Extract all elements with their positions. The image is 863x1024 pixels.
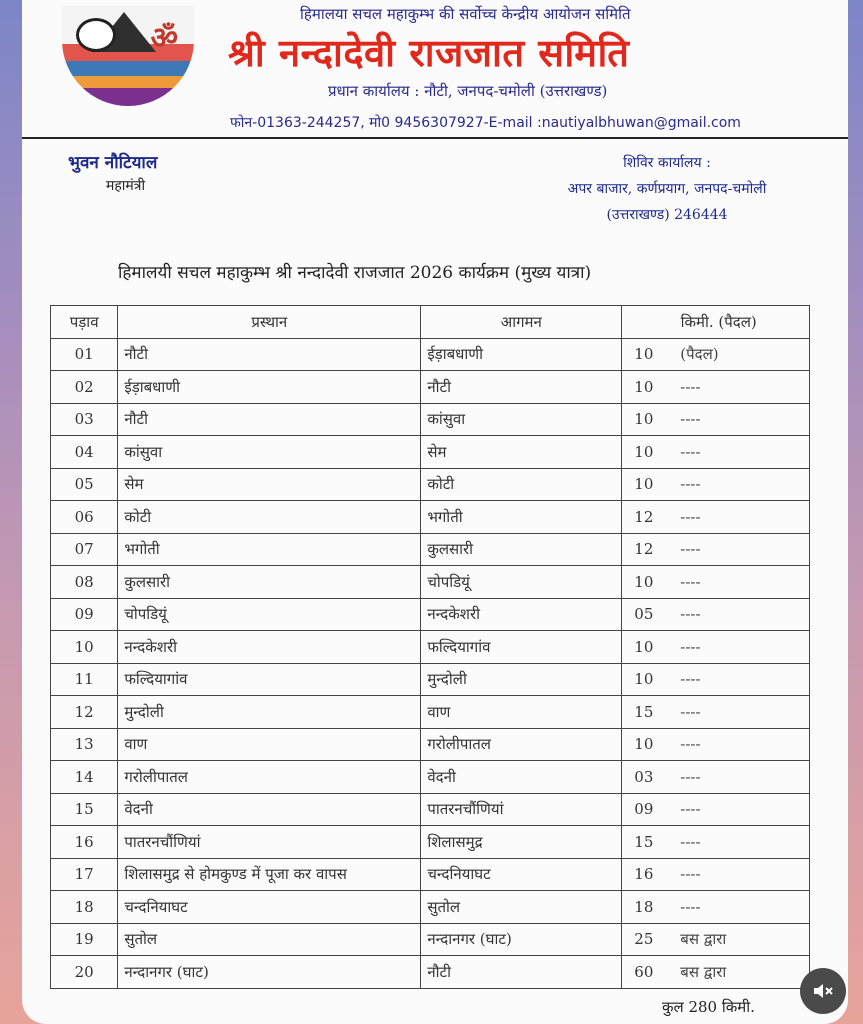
table-row (51, 728, 810, 761)
distance-km: 25 (634, 930, 654, 949)
distance-km: 09 (634, 800, 654, 819)
distance-km: 10 (634, 475, 654, 494)
stage-cell: 06 (51, 501, 118, 534)
table-row (51, 468, 810, 501)
departure-cell: कोटी (118, 501, 421, 534)
stage-cell: 14 (51, 761, 118, 794)
stage-cell: 09 (51, 598, 118, 631)
secretary-role: महामंत्री (106, 178, 146, 194)
table-row (51, 338, 810, 371)
distance-km: 15 (634, 702, 654, 721)
distance-km: 03 (634, 767, 654, 786)
table-row (51, 826, 810, 859)
stage-cell: 10 (51, 631, 118, 664)
travel-note: ---- (680, 572, 701, 591)
departure-cell: चोपडियूं (118, 598, 421, 631)
table-row (51, 891, 810, 924)
secretary-name: भुवन नौटियाल (68, 153, 158, 173)
departure-cell: सुतोल (118, 923, 421, 956)
stage-cell: 18 (51, 891, 118, 924)
table-row (51, 793, 810, 826)
camp-office-label: शिविर कार्यालय : (623, 155, 711, 171)
distance-km: 10 (634, 670, 654, 689)
distance-cell (622, 338, 810, 371)
departure-cell: पातरनचौंणियां (118, 826, 421, 859)
table-row (51, 598, 810, 631)
travel-note: ---- (680, 442, 701, 461)
distance-km: 10 (634, 637, 654, 656)
stage-cell: 01 (51, 338, 118, 371)
travel-note: ---- (680, 767, 701, 786)
travel-note: ---- (680, 832, 701, 851)
table-row (51, 663, 810, 696)
departure-cell: शिलासमुद्र से होमकुण्ड में पूजा कर वापस (118, 858, 421, 891)
stage-cell: 15 (51, 793, 118, 826)
camp-office-address: अपर बाजार, कर्णप्रयाग, जनपद-चमोली (567, 181, 767, 197)
arrival-cell: भगोती (421, 501, 622, 534)
column-header-stage: पड़ाव (51, 306, 118, 339)
arrival-cell: कोटी (421, 468, 622, 501)
departure-cell: भगोती (118, 533, 421, 566)
departure-cell: सेम (118, 468, 421, 501)
distance-cell (622, 956, 810, 989)
distance-cell (622, 371, 810, 404)
stage-cell: 12 (51, 696, 118, 729)
travel-note: ---- (680, 865, 701, 884)
distance-km: 12 (634, 507, 654, 526)
distance-km: 10 (634, 735, 654, 754)
stage-cell: 13 (51, 728, 118, 761)
schedule-table (50, 305, 810, 989)
arrival-cell: गरोलीपातल (421, 728, 622, 761)
table-header-row (51, 306, 810, 339)
deity-face-shape (76, 18, 116, 52)
arrival-cell: कुलसारी (421, 533, 622, 566)
travel-note: ---- (680, 702, 701, 721)
departure-cell: कुलसारी (118, 566, 421, 599)
distance-km: 60 (634, 962, 654, 981)
arrival-cell: वेदनी (421, 761, 622, 794)
table-row (51, 923, 810, 956)
departure-cell: मुन्दोली (118, 696, 421, 729)
document-title: हिमालयी सचल महाकुम्भ श्री नन्दादेवी राजजात 2026 कार्यक्रम (मुख्य यात्रा) (118, 263, 592, 283)
arrival-cell: मुन्दोली (421, 663, 622, 696)
stage-cell: 16 (51, 826, 118, 859)
table-row (51, 696, 810, 729)
stage-cell: 02 (51, 371, 118, 404)
column-header-distance: किमी. (पैदल) (622, 306, 810, 339)
travel-note: ---- (680, 475, 701, 494)
distance-km: 12 (634, 540, 654, 559)
arrival-cell: नन्दकेशरी (421, 598, 622, 631)
stage-cell: 07 (51, 533, 118, 566)
table-row (51, 436, 810, 469)
table-row (51, 501, 810, 534)
stage-cell: 03 (51, 403, 118, 436)
distance-km: 05 (634, 605, 654, 624)
om-symbol: ॐ (150, 21, 178, 56)
distance-cell (622, 501, 810, 534)
header-divider (22, 137, 848, 139)
arrival-cell: ईड़ाबधाणी (421, 338, 622, 371)
stage-cell: 19 (51, 923, 118, 956)
table-row (51, 403, 810, 436)
distance-km: 18 (634, 897, 654, 916)
distance-cell (622, 598, 810, 631)
stage-cell: 04 (51, 436, 118, 469)
top-note: हिमालया सचल महाकुम्भ की सर्वोच्च केन्द्रीय आयोजन समिति (300, 5, 631, 23)
arrival-cell: चोपडियूं (421, 566, 622, 599)
departure-cell: कांसुवा (118, 436, 421, 469)
table-row (51, 858, 810, 891)
distance-cell (622, 793, 810, 826)
distance-cell (622, 826, 810, 859)
travel-note: ---- (680, 637, 701, 656)
distance-cell (622, 533, 810, 566)
mute-button[interactable] (800, 968, 846, 1014)
distance-km: 10 (634, 345, 654, 364)
departure-cell: चन्दनियाघट (118, 891, 421, 924)
departure-cell: नौटी (118, 338, 421, 371)
table-row (51, 956, 810, 989)
travel-note: (पैदल) (680, 345, 719, 364)
arrival-cell: सुतोल (421, 891, 622, 924)
arrival-cell: शिलासमुद्र (421, 826, 622, 859)
travel-note: ---- (680, 540, 701, 559)
travel-note: ---- (680, 735, 701, 754)
departure-cell: वाण (118, 728, 421, 761)
arrival-cell: फल्दियागांव (421, 631, 622, 664)
departure-cell: ईड़ाबधाणी (118, 371, 421, 404)
departure-cell: नन्दकेशरी (118, 631, 421, 664)
departure-cell: नन्दानगर (घाट) (118, 956, 421, 989)
camp-office (522, 150, 812, 228)
camp-office-state-pin: (उत्तराखण्ड) 246444 (606, 207, 728, 223)
stage-cell: 20 (51, 956, 118, 989)
distance-cell (622, 631, 810, 664)
table-row (51, 631, 810, 664)
arrival-cell: चन्दनियाघट (421, 858, 622, 891)
travel-note: ---- (680, 897, 701, 916)
org-title: श्री नन्दादेवी राजजात समिति (228, 30, 630, 75)
arrival-cell: सेम (421, 436, 622, 469)
travel-note: ---- (680, 410, 701, 429)
departure-cell: नौटी (118, 403, 421, 436)
distance-cell (622, 891, 810, 924)
distance-cell (622, 468, 810, 501)
distance-cell (622, 696, 810, 729)
arrival-cell: नौटी (421, 371, 622, 404)
stage-cell: 17 (51, 858, 118, 891)
travel-note: ---- (680, 605, 701, 624)
samiti-logo-icon (62, 6, 194, 106)
arrival-cell: नौटी (421, 956, 622, 989)
mute-icon (811, 979, 835, 1003)
travel-note: ---- (680, 800, 701, 819)
distance-km: 10 (634, 410, 654, 429)
travel-note: ---- (680, 507, 701, 526)
contact-line: फोन-01363-244257, मो0 9456307927-E-mail :nautiyalbhuwan@gmail.com (230, 115, 741, 131)
letterhead-page (22, 0, 848, 1024)
table-row (51, 371, 810, 404)
distance-cell (622, 728, 810, 761)
travel-note: ---- (680, 670, 701, 689)
distance-cell (622, 761, 810, 794)
distance-km: 15 (634, 832, 654, 851)
distance-cell (622, 663, 810, 696)
distance-km: 10 (634, 377, 654, 396)
stage-cell: 05 (51, 468, 118, 501)
column-header-arrival: आगमन (421, 306, 622, 339)
distance-cell (622, 403, 810, 436)
stage-cell: 08 (51, 566, 118, 599)
departure-cell: वेदनी (118, 793, 421, 826)
distance-km: 16 (634, 865, 654, 884)
distance-cell (622, 923, 810, 956)
departure-cell: फल्दियागांव (118, 663, 421, 696)
head-office: प्रधान कार्यालय : नौटी, जनपद-चमोली (उत्तराखण्ड) (328, 82, 608, 100)
distance-cell (622, 566, 810, 599)
arrival-cell: पातरनचौंणियां (421, 793, 622, 826)
table-row (51, 566, 810, 599)
stage-cell: 11 (51, 663, 118, 696)
arrival-cell: कांसुवा (421, 403, 622, 436)
arrival-cell: नन्दानगर (घाट) (421, 923, 622, 956)
column-header-departure: प्रस्थान (118, 306, 421, 339)
travel-note: बस द्वारा (680, 930, 727, 949)
travel-note: बस द्वारा (680, 962, 727, 981)
distance-cell (622, 858, 810, 891)
arrival-cell: वाण (421, 696, 622, 729)
distance-cell (622, 436, 810, 469)
distance-km: 10 (634, 442, 654, 461)
departure-cell: गरोलीपातल (118, 761, 421, 794)
distance-km: 10 (634, 572, 654, 591)
table-row (51, 533, 810, 566)
travel-note: ---- (680, 377, 701, 396)
table-row (51, 761, 810, 794)
total-distance: कुल 280 किमी. (662, 998, 755, 1016)
